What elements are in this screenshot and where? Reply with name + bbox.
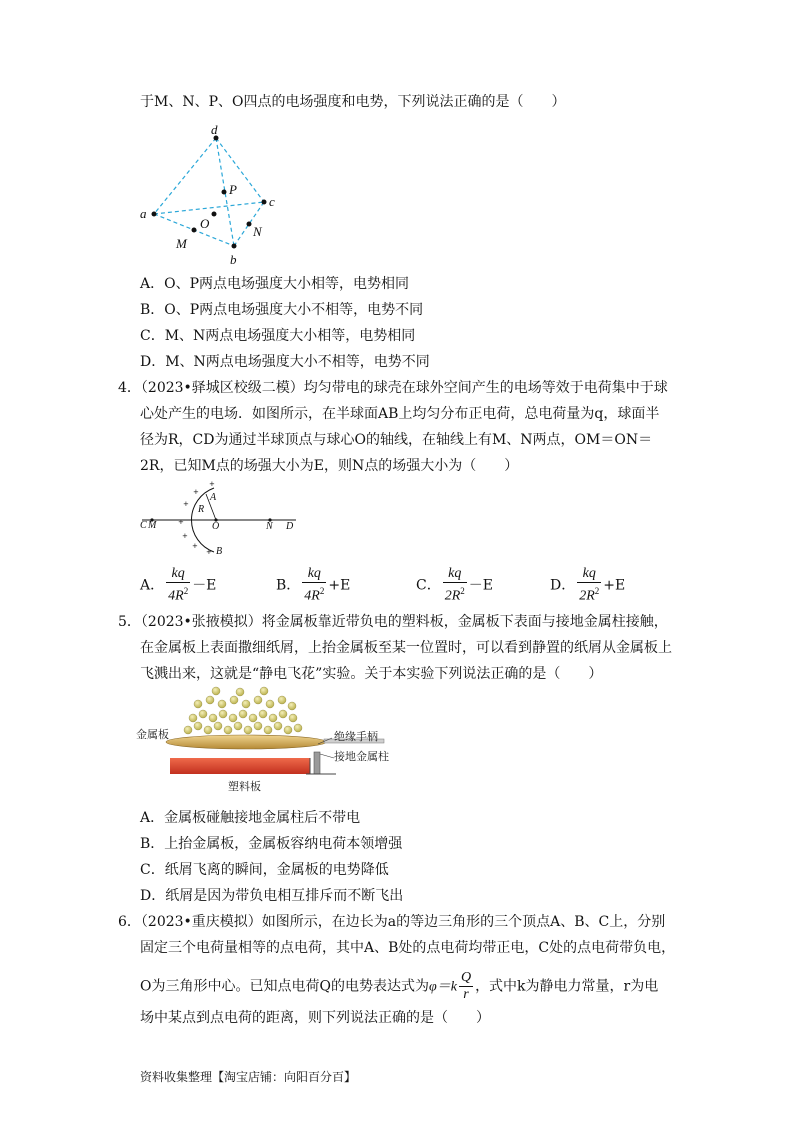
label-plastic-plate: 塑料板	[228, 780, 261, 793]
q3-option-a: A．O、P两点电场强度大小相等，电势相同	[140, 276, 410, 292]
point-b	[232, 244, 237, 249]
q4-line-4: 2R，已知M点的场强大小为E，则N点的场强大小为（ ）	[140, 458, 519, 474]
label-B: B	[216, 546, 223, 556]
page-footer: 资料收集整理【淘宝店铺：向阳百分百】	[140, 1070, 357, 1084]
q4-choice-c: C． $\frac{kq}{2R^2}$ －E	[416, 566, 494, 604]
label-R: R	[198, 504, 205, 515]
q3-stem: 于M、N、P、O四点的电场强度和电势，下列说法正确的是（ ）	[140, 94, 566, 110]
q4-choice-d: D． $\frac{kq}{2R^2}$ +E	[550, 566, 626, 604]
q3-option-c: C．M、N两点电场强度大小相等，电势相同	[140, 328, 416, 344]
label-a: a	[140, 206, 147, 221]
q6-line-2: 固定三个电荷量相等的点电荷，其中A、B处的点电荷均带正电，C处的点电荷带负电，	[140, 940, 676, 956]
label-metal-plate: 金属板	[136, 728, 169, 741]
svg-text:+: +	[193, 488, 199, 496]
point-P	[222, 190, 227, 195]
q5-line-3: 飞溅出来，这就是“静电飞花”实验。关于本实验下列说法正确的是（ ）	[140, 666, 603, 682]
q4-line-1: 4．（2023•驿城区校级二模）均匀带电的球壳在球外空间产生的电场等效于电荷集中于球	[118, 380, 668, 396]
label-O: O	[212, 521, 220, 532]
q3-tetrahedron-figure	[136, 122, 296, 268]
point-O	[212, 212, 217, 217]
edge-ac	[154, 202, 264, 214]
q5-line-2: 在金属板上表面撒细纸屑，上抬金属板至某一位置时，可以看到静置的纸屑从金属板上	[140, 640, 672, 656]
q5-option-d: D．纸屑是因为带负电相互排斥而不断飞出	[140, 888, 404, 904]
label-d: d	[211, 122, 218, 137]
label-C: C	[140, 520, 147, 531]
q3-option-d: D．M、N两点电场强度大小不相等，电势不同	[140, 354, 430, 370]
q5-option-a: A．金属板碰触接地金属柱后不带电	[140, 810, 361, 826]
label-D: D	[286, 521, 294, 532]
q5-line-1: 5．（2023•张掖模拟）将金属板靠近带负电的塑料板，金属板下表面与接地金属柱接触，	[118, 614, 668, 630]
point-M	[192, 228, 197, 233]
q6-line-3: O为三角形中心。已知点电荷Q的电势表达式为φ＝k $\frac{Q}{r}$ ，式中k为静电力常量，r为电	[140, 970, 659, 1002]
plastic-plate	[170, 758, 310, 774]
q3-option-b: B．O、P两点电场强度大小不相等，电势不同	[140, 302, 424, 318]
label-N: N	[253, 224, 262, 239]
label-b: b	[230, 252, 237, 267]
q6-formula-fraction: $\frac{Q}{r}$	[460, 970, 472, 1002]
label-P: P	[229, 182, 237, 197]
q5-option-b: B．上抬金属板，金属板容纳电荷本领增强	[140, 836, 403, 852]
q4-choice-a: A． $\frac{kq}{4R^2}$ －E	[140, 566, 217, 604]
label-ground-pillar: 接地金属柱	[334, 750, 389, 763]
svg-text:+: +	[209, 480, 215, 488]
q4-line-3: 径为R，CD为通过半球顶点与球心O的轴线，在轴线上有M、N两点，OM＝ON＝	[140, 432, 653, 448]
label-A: A	[210, 492, 217, 503]
q4-line-2: 心处产生的电场．如图所示，在半球面AB上均匀分布正电荷，总电荷量为q，球面半	[140, 406, 660, 422]
ground-pillar	[314, 752, 320, 774]
label-O: O	[200, 216, 210, 231]
label-M: M	[148, 520, 157, 531]
q4-choice-b: B． $\frac{kq}{4R^2}$ +E	[276, 566, 351, 604]
point-c	[262, 200, 267, 205]
label-M: M	[176, 236, 187, 251]
q4-hemisphere-figure	[136, 480, 306, 556]
point-a	[152, 212, 157, 217]
point-N	[247, 222, 252, 227]
label-c: c	[269, 194, 275, 209]
q5-option-c: C．纸屑飞离的瞬间，金属板的电势降低	[140, 862, 389, 878]
q6-formula-lhs: φ＝k	[428, 979, 457, 995]
metal-plate	[166, 735, 326, 749]
svg-text:+: +	[192, 542, 198, 550]
q6-line-1: 6．（2023•重庆模拟）如图所示，在边长为a的等边三角形的三个顶点A、B、C上，分别	[118, 914, 666, 930]
paper-confetti	[184, 687, 302, 734]
q6-line-4: 场中某点到点电荷的距离，则下列说法正确的是（ ）	[140, 1010, 490, 1026]
svg-text:+: +	[178, 518, 184, 526]
label-N: N	[266, 521, 273, 532]
q5-electrostatic-flowers-figure	[136, 686, 436, 796]
label-insulating-handle: 绝缘手柄	[334, 730, 378, 743]
svg-text:+: +	[182, 532, 188, 540]
edge-da	[154, 138, 216, 214]
svg-text:+: +	[183, 500, 189, 508]
svg-text:+: +	[206, 548, 212, 556]
